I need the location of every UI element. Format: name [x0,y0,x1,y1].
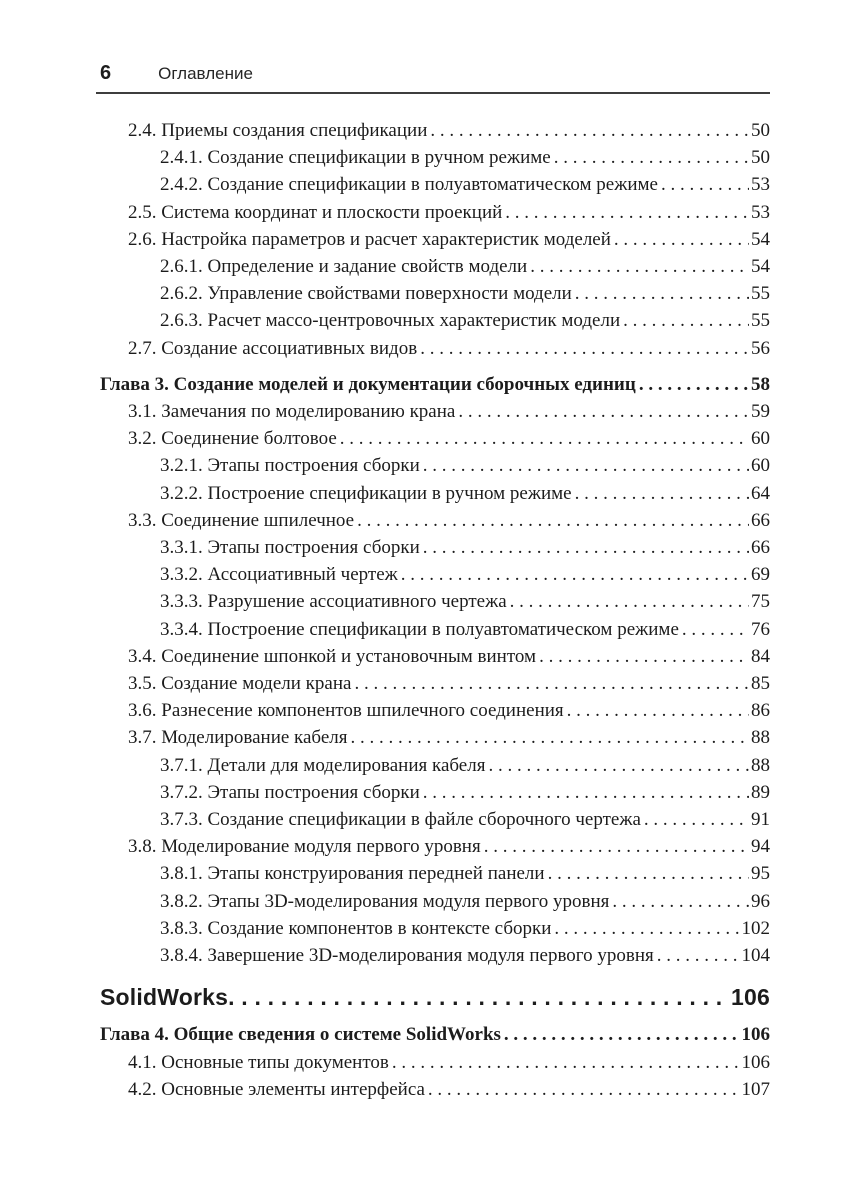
toc-entry-label: 2.6.2. Управление свойствами поверхности модели [160,283,572,305]
toc-entry-page: 107 [741,1078,770,1100]
toc-entry-label: 3.7.2. Этапы построения сборки [160,781,420,803]
dot-leader [575,480,749,507]
dot-leader [657,942,740,969]
toc-entry-label: 2.7. Создание ассоциативных видов [128,337,418,359]
dot-leader [612,888,749,915]
toc-entry [100,253,770,280]
toc-entry [100,199,770,226]
dot-leader [504,1021,740,1048]
toc-entry [100,697,770,724]
toc-entry-page: 91 [751,809,770,831]
dot-leader [554,915,739,942]
dot-leader [510,588,749,615]
toc-entry [100,144,770,171]
toc-entry-label: 3.6. Разнесение компонентов шпилечного соединения [128,700,564,722]
running-header [100,62,770,85]
toc-entry [100,616,770,643]
toc-entry-label: 3.4. Соединение шпонкой и установочным винтом [128,645,537,667]
dot-leader [354,670,749,697]
toc-entry [100,398,770,425]
toc-entry-page: 50 [751,120,770,141]
toc-entry [100,171,770,198]
toc-entry [100,670,770,697]
toc-entry-label: 2.6.1. Определение и задание свойств модели [160,256,528,278]
dot-leader [661,171,749,198]
toc-entry-page: 88 [751,727,770,749]
toc-entry [100,833,770,860]
toc-entry-page: 69 [751,564,770,586]
toc-entry-label: 2.4.1. Создание спецификации в ручном режиме [160,147,551,169]
toc-entry [100,371,770,398]
toc-entry-page: 102 [741,917,770,939]
toc-entry [100,307,770,334]
toc-entry-page: 106 [741,1051,770,1073]
toc-entry [100,643,770,670]
dot-leader [401,561,749,588]
toc-entry-page: 89 [751,781,770,803]
toc-entry-page: 85 [751,673,770,695]
dot-leader [488,752,749,779]
dot-leader [539,643,749,670]
toc-entry-label: 4.2. Основные элементы интерфейса [128,1078,425,1100]
dot-leader [430,117,749,144]
toc-entry-label: 3.7. Моделирование кабеля [128,727,348,749]
toc-entry-label: 3.5. Создание модели крана [128,673,352,695]
toc-entry-label: 3.8. Моделирование модуля первого уровня [128,836,481,858]
dot-leader [228,982,729,1012]
toc-entry-page: 53 [751,174,770,196]
toc-entry-page: 64 [751,482,770,504]
toc-entry-label: 3.2.2. Построение спецификации в ручном режиме [160,482,572,504]
toc-entry [100,752,770,779]
toc-entry [100,507,770,534]
toc-entry-label: 3.1. Замечания по моделированию крана [128,401,456,423]
toc-entry-page: 96 [751,890,770,912]
toc-entry-label: SolidWorks [100,984,229,1011]
toc-entry [100,1021,770,1048]
dot-leader [530,253,749,280]
toc-entry [100,724,770,751]
dot-leader [505,199,749,226]
toc-entry [100,480,770,507]
toc-entry-page: 60 [751,428,770,450]
dot-leader [423,452,749,479]
dot-leader [357,507,749,534]
toc-entry [100,117,770,144]
dot-leader [428,1076,740,1103]
toc-entry-page: 53 [751,201,770,223]
toc-entry-label: 3.8.3. Создание компонентов в контексте сборки [160,917,552,939]
toc-entry-label: 2.6.3. Расчет массо-центровочных характеристик модели [160,310,621,332]
toc-entry [100,942,770,969]
dot-leader [423,534,749,561]
page-title: Оглавление [158,64,253,83]
toc-entry [100,1049,770,1076]
toc-entry-page: 86 [751,700,770,722]
dot-leader [351,724,750,751]
toc-entry-label: 3.8.2. Этапы 3D-моделирования модуля первого уровня [160,890,610,912]
toc-entry-label: 3.7.1. Детали для моделирования кабеля [160,754,486,776]
dot-leader [423,779,749,806]
toc-entry-label: Глава 3. Создание моделей и документации сборочных единиц [100,373,636,395]
toc-entry-label: 3.3.2. Ассоциативный чертеж [160,564,398,586]
toc-entry-page: 66 [751,509,770,531]
dot-leader [614,226,749,253]
toc-entry [100,888,770,915]
toc-entry [100,915,770,942]
toc-entry [100,425,770,452]
toc-entry [100,1076,770,1103]
header-rule [96,92,770,94]
toc-entry-page: 54 [751,256,770,278]
toc-entry [100,779,770,806]
toc-entry-label: 3.2.1. Этапы построения сборки [160,455,420,477]
dot-leader [554,144,749,171]
dot-leader [458,398,749,425]
toc-entry [100,280,770,307]
toc-entry-label: 3.3.4. Построение спецификации в полуавтоматическом режиме [160,618,679,640]
toc-entry-label: 3.8.4. Завершение 3D-моделирования модуля первого уровня [160,945,654,967]
toc-entry-page: 106 [741,1024,770,1046]
toc-entry-page: 56 [751,337,770,359]
table-of-contents [100,117,770,1103]
toc-entry-page: 55 [751,310,770,332]
toc-entry-label: 3.8.1. Этапы конструирования передней панели [160,863,545,885]
dot-leader [340,425,749,452]
dot-leader [548,860,749,887]
toc-entry [100,452,770,479]
toc-entry-label: 3.3.1. Этапы построения сборки [160,537,420,559]
toc-entry-page: 88 [751,754,770,776]
dot-leader [420,335,749,362]
toc-entry-label: 4.1. Основные типы документов [128,1051,389,1073]
dot-leader [623,307,749,334]
toc-entry [100,588,770,615]
toc-entry-page: 106 [731,984,770,1011]
dot-leader [392,1049,740,1076]
toc-entry [100,561,770,588]
toc-entry-page: 76 [751,618,770,640]
toc-entry-page: 95 [751,863,770,885]
toc-entry-page: 84 [751,645,770,667]
dot-leader [639,371,749,398]
dot-leader [484,833,749,860]
toc-entry-page: 54 [751,228,770,250]
dot-leader [567,697,749,724]
toc-entry-page: 75 [751,591,770,613]
toc-entry-label: 2.6. Настройка параметров и расчет характеристик моделей [128,228,611,250]
toc-entry-page: 94 [751,836,770,858]
dot-leader [575,280,749,307]
toc-entry-page: 66 [751,537,770,559]
page-number: 6 [100,62,112,84]
toc-entry-label: 2.4.2. Создание спецификации в полуавтоматическом режиме [160,174,658,196]
toc-entry [100,860,770,887]
toc-entry-page: 55 [751,283,770,305]
toc-entry-label: 2.4. Приемы создания спецификации [128,120,428,141]
toc-entry-page: 104 [741,945,770,967]
toc-entry-label: Глава 4. Общие сведения о системе SolidWorks [100,1024,501,1046]
dot-leader [682,616,749,643]
toc-entry [100,982,770,1012]
dot-leader [644,806,749,833]
toc-entry-label: 3.7.3. Создание спецификации в файле сборочного чертежа [160,809,641,831]
toc-entry [100,806,770,833]
toc-entry [100,534,770,561]
toc-entry-label: 3.3.3. Разрушение ассоциативного чертежа [160,591,507,613]
toc-entry-page: 60 [751,455,770,477]
toc-entry-page: 59 [751,401,770,423]
toc-entry [100,226,770,253]
toc-entry-page: 58 [751,373,770,395]
toc-entry-label: 3.3. Соединение шпилечное [128,509,355,531]
toc-entry-label: 3.2. Соединение болтовое [128,428,337,450]
toc-entry [100,335,770,362]
toc-entry-label: 2.5. Система координат и плоскости проекций [128,201,503,223]
toc-entry-page: 50 [751,147,770,169]
